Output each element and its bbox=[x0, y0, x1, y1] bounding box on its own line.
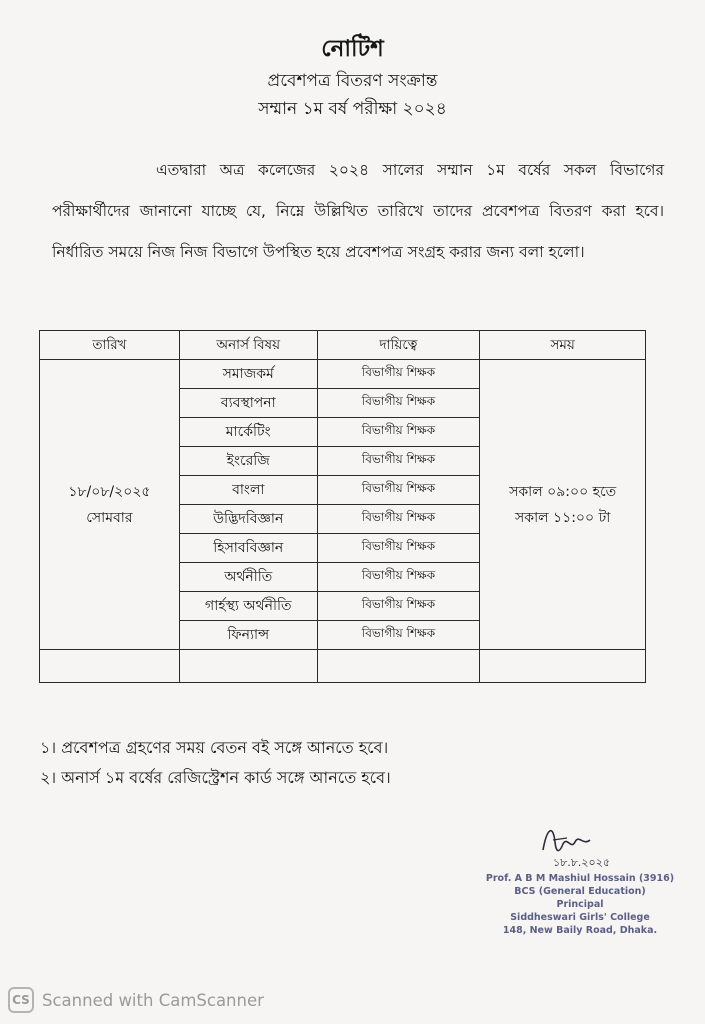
notes-list bbox=[40, 733, 660, 793]
stamp-line: BCS (General Education) bbox=[514, 886, 646, 897]
stamp-line: 148, New Baily Road, Dhaka. bbox=[502, 925, 658, 936]
subject-cell: ব্যবস্থাপনা bbox=[179, 389, 317, 418]
principal-stamp bbox=[480, 872, 680, 937]
subject-cell: ইংরেজি bbox=[179, 447, 317, 476]
date-cell bbox=[40, 360, 180, 650]
notice-title: নোটিশ bbox=[321, 36, 384, 62]
responsible-cell: বিভাগীয় শিক্ষক bbox=[317, 360, 480, 389]
header-date: তারিখ bbox=[40, 331, 180, 360]
responsible-cell: বিভাগীয় শিক্ষক bbox=[317, 389, 480, 418]
responsible-cell: বিভাগীয় শিক্ষক bbox=[317, 418, 480, 447]
watermark-text: Scanned with CamScanner bbox=[42, 990, 264, 1010]
time-cell bbox=[480, 360, 646, 650]
responsible-cell: বিভাগীয় শিক্ষক bbox=[317, 476, 480, 505]
empty-cell bbox=[40, 650, 180, 683]
schedule-table bbox=[39, 330, 646, 683]
time-start: সকাল ০৯:০০ হতে bbox=[509, 483, 617, 500]
notice-exam-line: সম্মান ১ম বর্ষ পরীক্ষা ২০২৪ bbox=[258, 99, 447, 119]
exam-day: সোমবার bbox=[86, 509, 133, 526]
responsible-cell: বিভাগীয় শিক্ষক bbox=[317, 534, 480, 563]
camscanner-logo-icon: CS bbox=[8, 987, 34, 1013]
responsible-cell: বিভাগীয় শিক্ষক bbox=[317, 621, 480, 650]
table-empty-row bbox=[40, 650, 646, 683]
signature-date: ১৮.৮.২০২৫ bbox=[553, 856, 611, 869]
responsible-cell: বিভাগীয় শিক্ষক bbox=[317, 505, 480, 534]
note-item: ১। প্রবেশপত্র গ্রহণের সময় বেতন বই সঙ্গে আনতে হবে। bbox=[40, 738, 389, 757]
empty-cell bbox=[480, 650, 646, 683]
exam-date: ১৮/০৮/২০২৫ bbox=[68, 483, 151, 500]
signature-scrawl-icon bbox=[495, 820, 665, 872]
subject-cell: উদ্ভিদবিজ্ঞান bbox=[179, 505, 317, 534]
header-time: সময় bbox=[480, 331, 646, 360]
subject-cell: সমাজকর্ম bbox=[179, 360, 317, 389]
subject-cell: অর্থনীতি bbox=[179, 563, 317, 592]
empty-cell bbox=[179, 650, 317, 683]
subject-cell: হিসাববিজ্ঞান bbox=[179, 534, 317, 563]
subject-cell: বাংলা bbox=[179, 476, 317, 505]
responsible-cell: বিভাগীয় শিক্ষক bbox=[317, 447, 480, 476]
camscanner-watermark bbox=[8, 986, 264, 1014]
header-subject: অনার্স বিষয় bbox=[179, 331, 317, 360]
subject-cell: ফিন্যান্স bbox=[179, 621, 317, 650]
header-responsible: দায়িত্বে bbox=[317, 331, 480, 360]
note-item: ২। অনার্স ১ম বর্ষের রেজিস্ট্রেশন কার্ড সঙ্গে আনতে হবে। bbox=[40, 768, 391, 787]
empty-cell bbox=[317, 650, 480, 683]
responsible-cell: বিভাগীয় শিক্ষক bbox=[317, 563, 480, 592]
stamp-line: Siddheswari Girls' College bbox=[510, 912, 650, 923]
table-row bbox=[40, 360, 646, 389]
table-header-row bbox=[40, 331, 646, 360]
stamp-line: Prof. A B M Mashiul Hossain (3916) bbox=[485, 873, 675, 884]
notice-body: এতদ্বারা অত্র কলেজের ২০২৪ সালের সম্মান ১ম বর্ষের সকল বিভাগের পরীক্ষার্থীদের জানানো যাচ্ছে যে, নিম্নে উল্লিখিত তারিখে তাদের প্রবেশপত্র বিতরণ করা হবে। নির্ধারিত সময়ে নিজ নিজ বিভাগে উপস্থিত হয়ে প্রবেশপত্র সংগ্রহ করার জন্য বলা হলো। bbox=[52, 161, 664, 261]
subject-cell: গার্হস্থ্য অর্থনীতি bbox=[179, 592, 317, 621]
stamp-line: Principal bbox=[556, 899, 604, 910]
notice-subtitle: প্রবেশপত্র বিতরণ সংক্রান্ত bbox=[267, 71, 438, 91]
responsible-cell: বিভাগীয় শিক্ষক bbox=[317, 592, 480, 621]
signature bbox=[495, 820, 665, 872]
time-end: সকাল ১১:০০ টা bbox=[515, 509, 611, 526]
subject-cell: মার্কেটিং bbox=[179, 418, 317, 447]
